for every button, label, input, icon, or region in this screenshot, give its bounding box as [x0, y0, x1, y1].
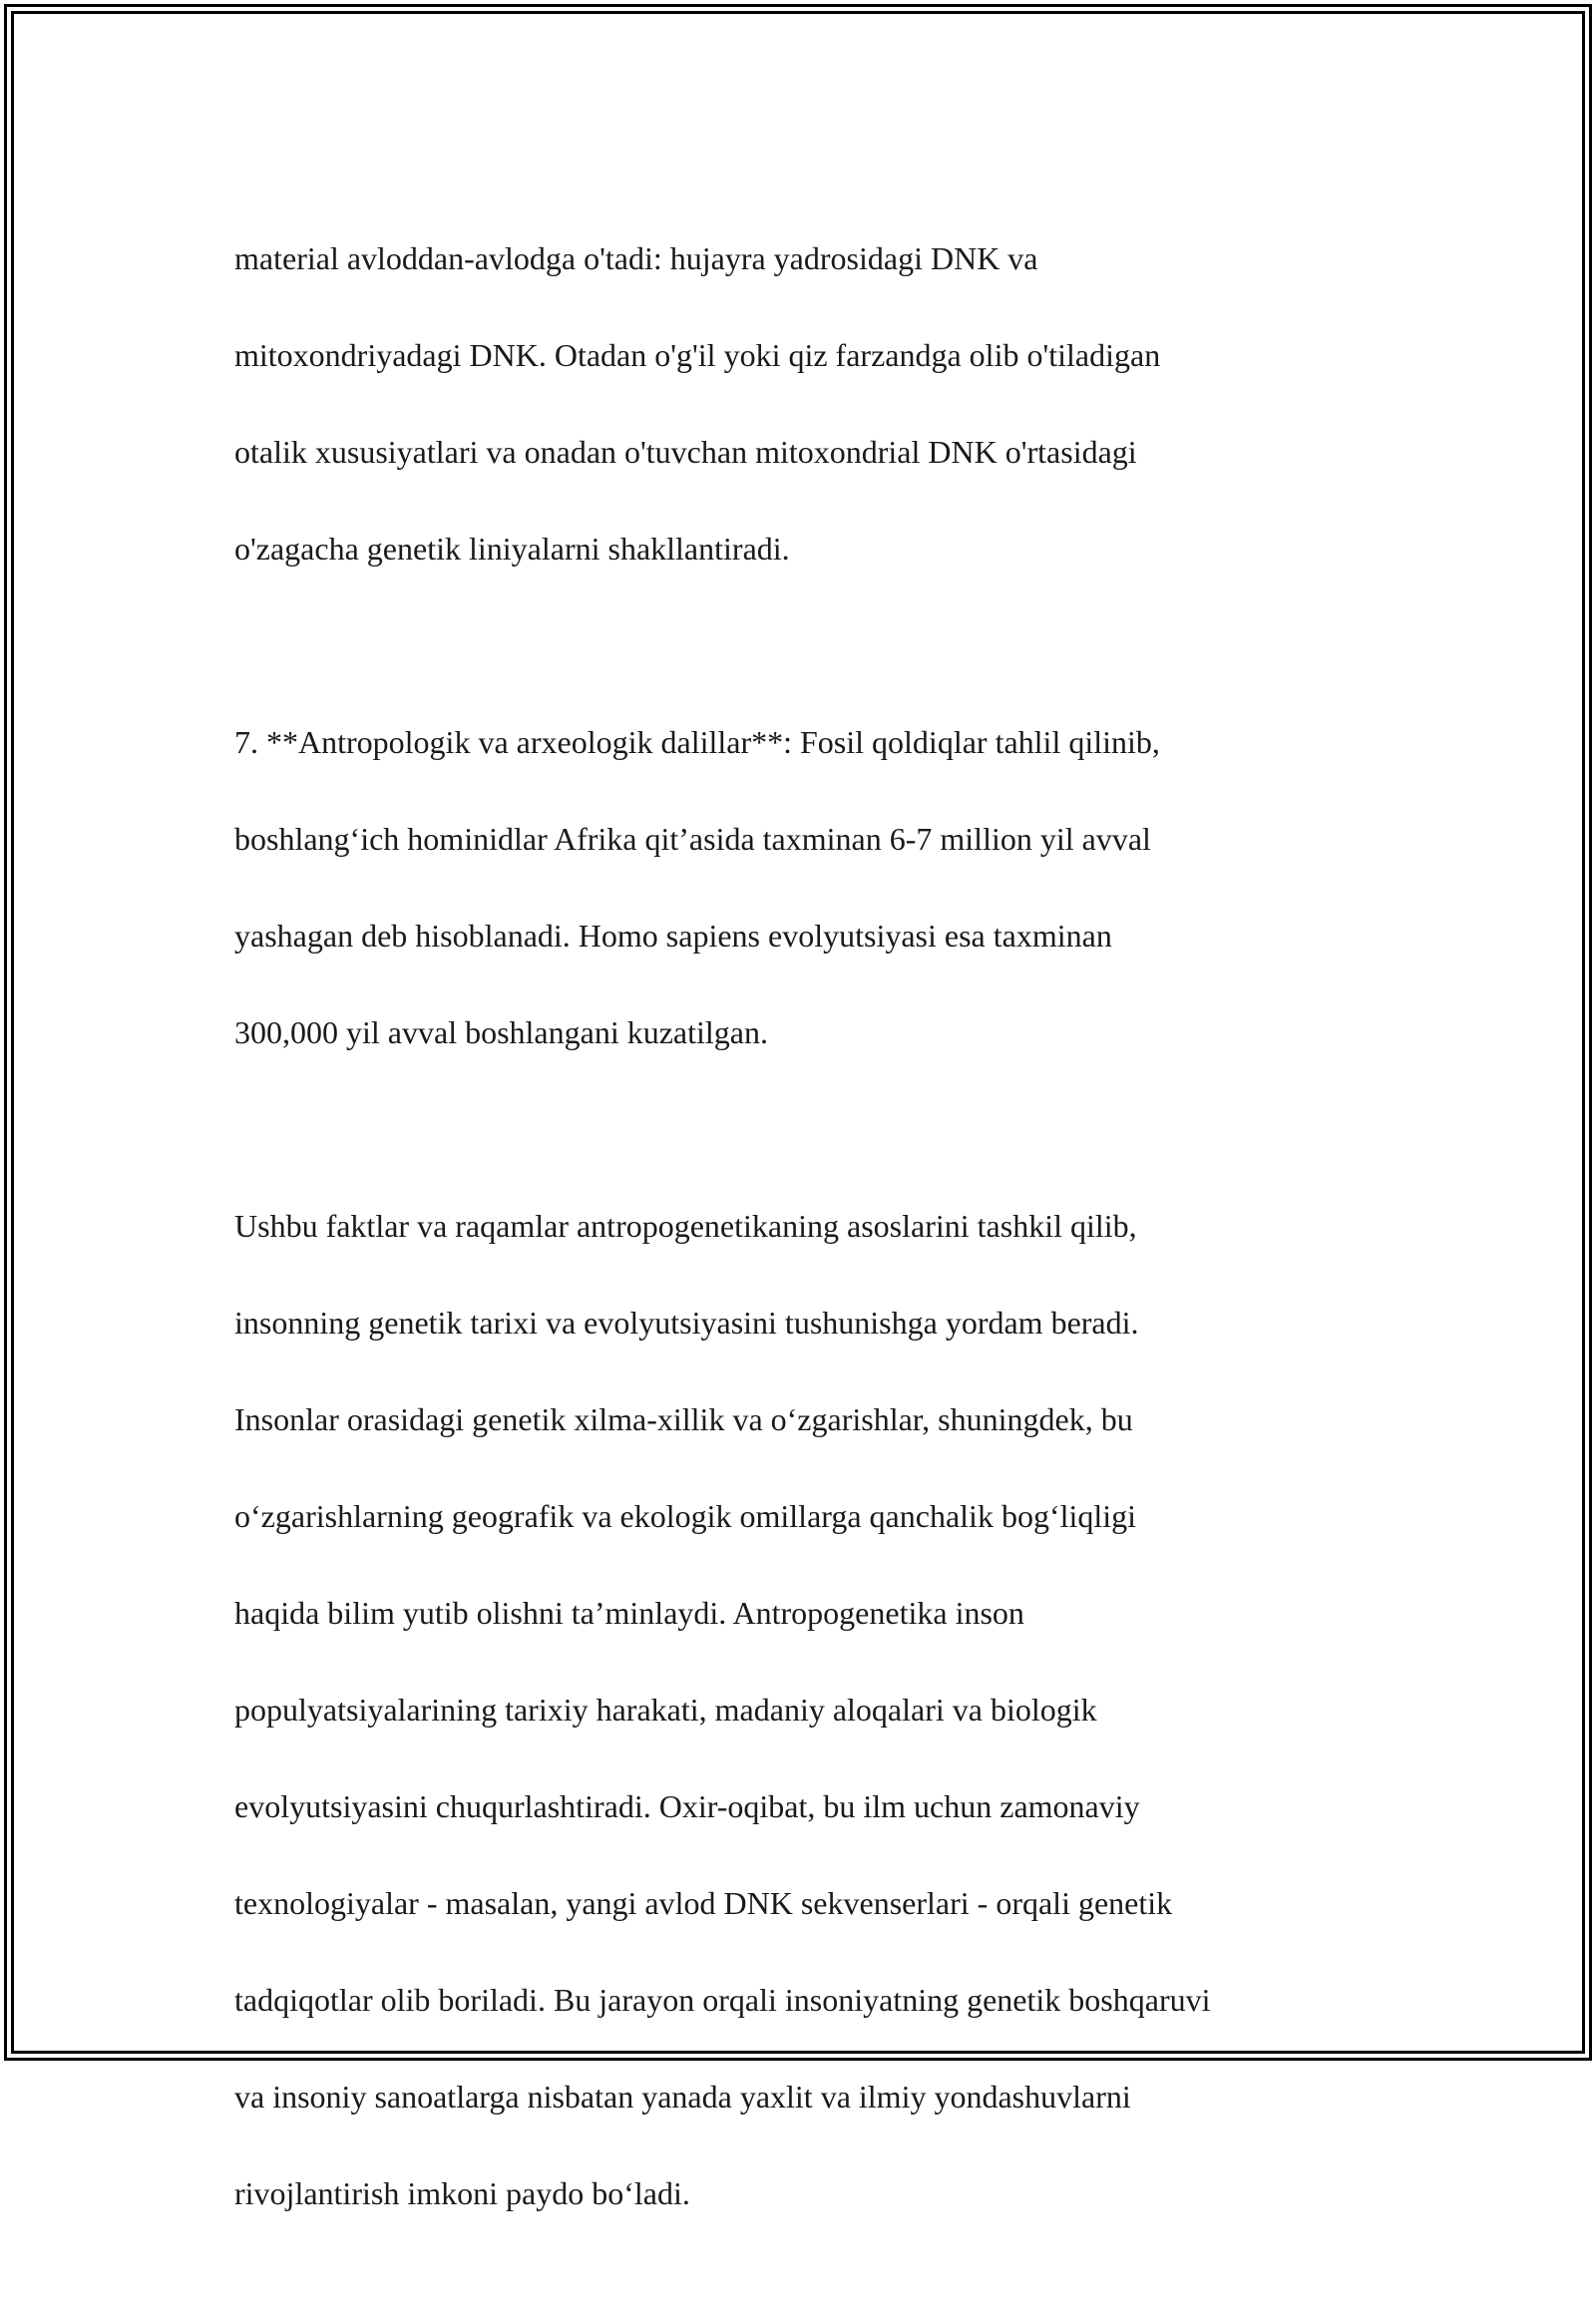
text-line: mitoxondriyadagi DNK. Otadan o'g'il yoki qiz farzandga olib o'tiladigan — [234, 336, 1161, 373]
document-body — [234, 186, 1367, 2314]
text-line: populyatsiyalarining tarixiy harakati, madaniy aloqalari va biologik — [234, 1691, 1097, 1728]
text-line: evolyutsiyasini chuqurlashtiradi. Oxir-oqibat, bu ilm uchun zamonaviy — [234, 1787, 1140, 1824]
text-line: o‘zgarishlarning geografik va ekologik omillarga qanchalik bog‘liqligi — [234, 1497, 1137, 1534]
text-line: insonning genetik tarixi va evolyutsiyasini tushunishga yordam beradi. — [234, 1304, 1139, 1341]
text-line: tadqiqotlar olib boriladi. Bu jarayon orqali insoniyatning genetik boshqaruvi — [234, 1981, 1211, 2018]
text-line: rivojlantirish imkoni paydo bo‘ladi. — [234, 2174, 690, 2211]
text-line: o'zagacha genetik liniyalarni shakllantiradi. — [234, 530, 790, 567]
text-line: yashagan deb hisoblanadi. Homo sapiens evolyutsiyasi esa taxminan — [234, 917, 1112, 954]
text-line: Insonlar orasidagi genetik xilma-xillik va o‘zgarishlar, shuningdek, bu — [234, 1400, 1133, 1437]
paragraph-conclusion — [234, 1153, 1367, 2266]
text-line: otalik xususiyatlari va onadan o'tuvchan mitoxondrial DNK o'rtasidagi — [234, 433, 1137, 470]
text-line: material avloddan-avlodga o'tadi: hujayra yadrosidagi DNK va — [234, 239, 1038, 276]
text-line: 7. **Antropologik va arxeologik dalillar**: Fosil qoldiqlar tahlil qilinib, — [234, 723, 1160, 760]
text-line: va insoniy sanoatlarga nisbatan yanada yaxlit va ilmiy yondashuvlarni — [234, 2078, 1131, 2115]
text-line: Ushbu faktlar va raqamlar antropogenetikaning asoslarini tashkil qilib, — [234, 1207, 1137, 1244]
paragraph-anthropological-evidence — [234, 669, 1367, 1105]
text-line: 300,000 yil avval boshlangani kuzatilgan. — [234, 1013, 768, 1050]
text-line: texnologiyalar - masalan, yangi avlod DNK sekvenserlari - orqali genetik — [234, 1884, 1173, 1921]
text-line: haqida bilim yutib olishni ta’minlaydi. Antropogenetika inson — [234, 1594, 1024, 1631]
text-line: boshlang‘ich hominidlar Afrika qit’asida taxminan 6-7 million yil avval — [234, 820, 1151, 857]
paragraph-genetic-lineages — [234, 186, 1367, 621]
